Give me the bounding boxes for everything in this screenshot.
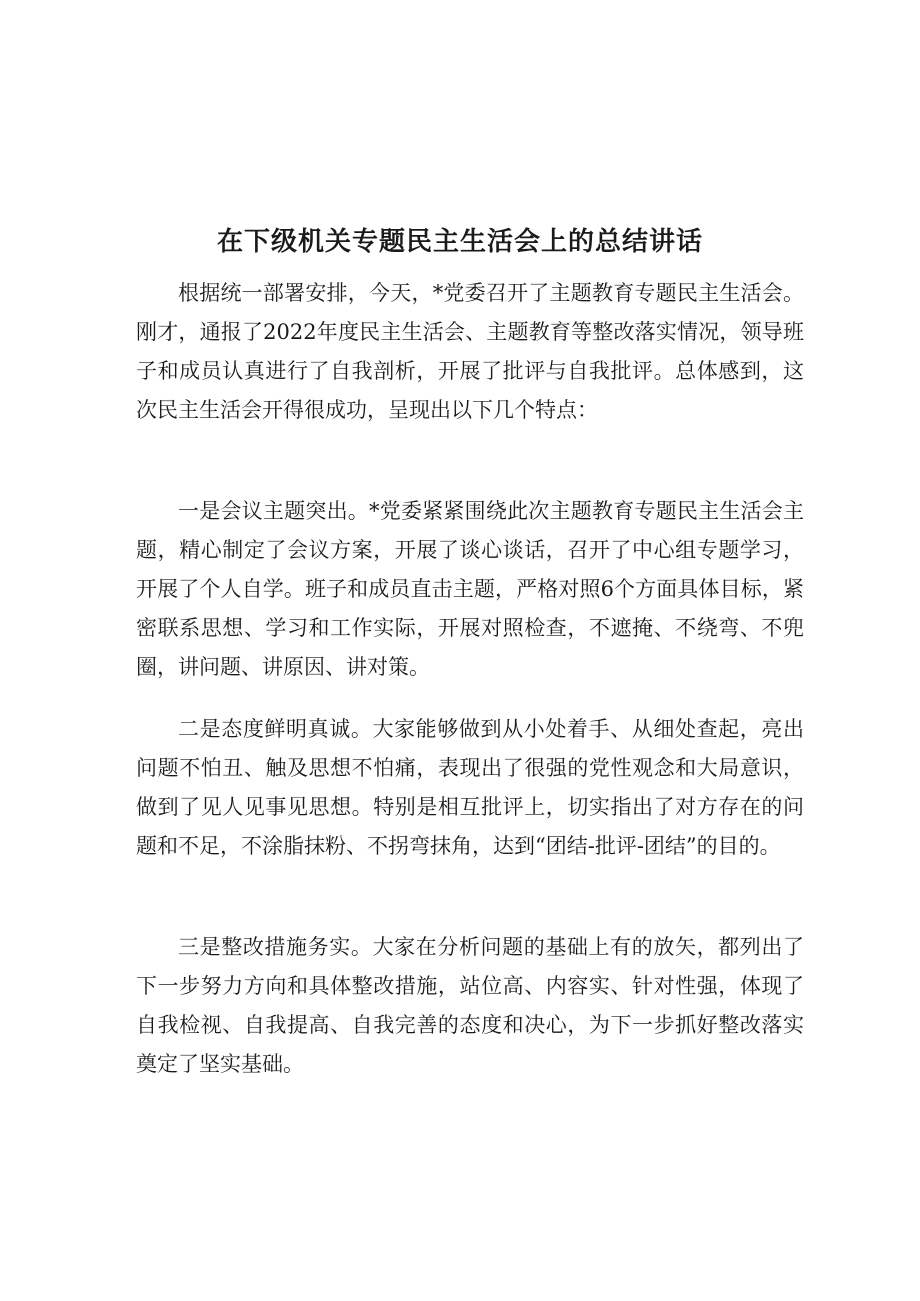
paragraph-intro: 根据统一部署安排，今天，*党委召开了主题教育专题民主生活会。刚才，通报了2022年度民主生活会、主题教育等整改落实情况，领导班子和成员认真进行了自我剖析，开展了批评与自我批评。总体感到，这次民主生活会开得很成功，呈现出以下几个特点：: [136, 281, 804, 422]
document-title: 在下级机关专题民主生活会上的总结讲话: [216, 227, 703, 257]
paragraph-point-one: 一是会议主题突出。*党委紧紧围绕此次主题教育专题民主生活会主题，精心制定了会议方案，开展了谈心谈话，召开了中心组专题学习，开展了个人自学。班子和成员直击主题，严格对照6个方面具体目标，紧密联系思想、学习和工作实际，开展对照检查，不遮掩、不绕弯、不兜圈，讲问题、讲原因、讲对策。: [136, 499, 804, 679]
paragraph-point-three: 三是整改措施务实。大家在分析问题的基础上有的放矢，都列出了下一步努力方向和具体整改措施，站位高、内容实、针对性强，体现了自我检视、自我提高、自我完善的态度和决心，为下一步抓好整改落实奠定了坚实基础。: [136, 935, 804, 1076]
paragraph-point-two: 二是态度鲜明真诚。大家能够做到从小处着手、从细处查起，亮出问题不怕丑、触及思想不怕痛，表现出了很强的党性观念和大局意识，做到了见人见事见思想。特别是相互批评上，切实指出了对方存在的问题和不足，不涂脂抹粉、不拐弯抹角，达到“团结-批评-团结”的目的。: [136, 717, 804, 858]
